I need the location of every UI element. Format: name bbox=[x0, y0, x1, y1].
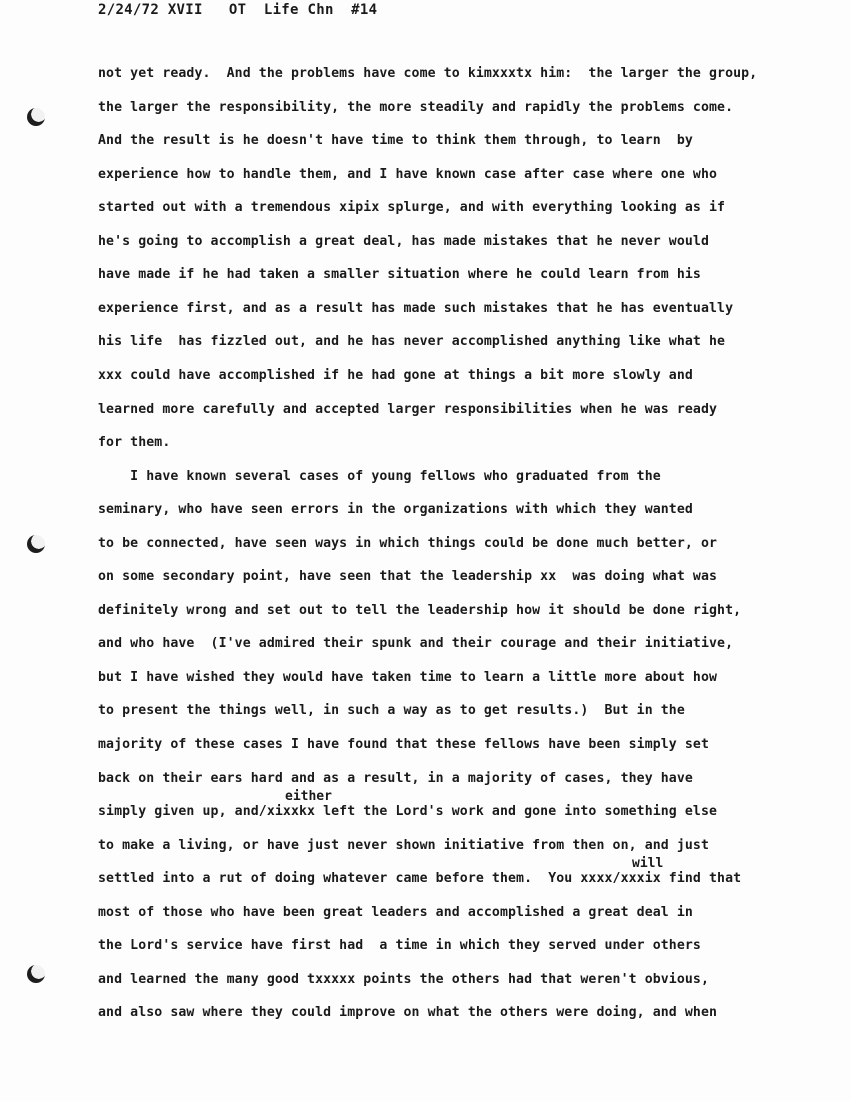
text-line: the larger the responsibility, the more steadily and rapidly the problems come. bbox=[98, 99, 734, 115]
text-line: most of those who have been great leaders and accomplished a great deal in bbox=[98, 904, 693, 920]
page-header: 2/24/72 XVII OT Life Chn #14 bbox=[98, 2, 378, 18]
insert-will: will bbox=[632, 856, 664, 871]
text-line: experience how to handle them, and I have known case after case where one who bbox=[98, 166, 718, 182]
text-line: for them. bbox=[98, 435, 171, 451]
text-line: learned more carefully and accepted larger responsibilities when he was ready bbox=[98, 401, 718, 417]
text-line: to be connected, have seen ways in which things could be done much better, or bbox=[98, 535, 718, 551]
text-line: on some secondary point, have seen that the leadership xx was doing what was bbox=[98, 569, 718, 585]
text-line: And the result is he doesn't have time to think them through, to learn by bbox=[98, 133, 693, 149]
punch-hole-top bbox=[27, 108, 45, 126]
text-line: and also saw where they could improve on what the others were doing, and when bbox=[98, 1005, 718, 1021]
text-line: his life has fizzled out, and he has never accomplished anything like what he bbox=[98, 334, 726, 350]
text-line: and who have (I've admired their spunk and their courage and their initiative, bbox=[98, 636, 734, 652]
text-line: majority of these cases I have found that these fellows have been simply set bbox=[98, 737, 710, 752]
text-line: definitely wrong and set out to tell the leadership how it should be done right, bbox=[98, 602, 742, 618]
punch-hole-bottom bbox=[27, 965, 45, 983]
text-line: experience first, and as a result has made such mistakes that he has eventually bbox=[98, 300, 734, 316]
text-line: have made if he had taken a smaller situation where he could learn from his bbox=[98, 267, 701, 283]
text-line: seminary, who have seen errors in the organizations with which they wanted bbox=[98, 502, 693, 518]
text-line: he's going to accomplish a great deal, has made mistakes that he never would bbox=[98, 233, 710, 249]
text-line: to make a living, or have just never shown initiative from then on, and just bbox=[98, 837, 710, 853]
text-line: not yet ready. And the problems have come to kimxxxtx him: the larger the group, bbox=[98, 66, 758, 81]
insert-either: either bbox=[285, 789, 332, 804]
text-line: xxx could have accomplished if he had gone at things a bit more slowly and bbox=[98, 367, 693, 383]
text-line: back on their ears hard and as a result, in a majority of cases, they have bbox=[98, 770, 693, 786]
text-line: I have known several cases of young fellows who graduated from the bbox=[98, 468, 661, 484]
punch-hole-middle bbox=[27, 535, 45, 553]
text-line: started out with a tremendous xipix splurge, and with everything looking as if bbox=[98, 200, 726, 216]
text-line: to present the things well, in such a way as to get results.) But in the bbox=[98, 703, 685, 719]
text-line: settled into a rut of doing whatever came before them. You xxxx/xxxix find that bbox=[98, 871, 742, 887]
text-line: but I have wished they would have taken time to learn a little more about how bbox=[98, 669, 718, 685]
text-line: and learned the many good txxxxx points the others had that weren't obvious, bbox=[98, 971, 710, 987]
text-line: simply given up, and/xixxkx left the Lord's work and gone into something else bbox=[98, 804, 718, 820]
text-line: the Lord's service have first had a time in which they served under others bbox=[98, 938, 701, 954]
